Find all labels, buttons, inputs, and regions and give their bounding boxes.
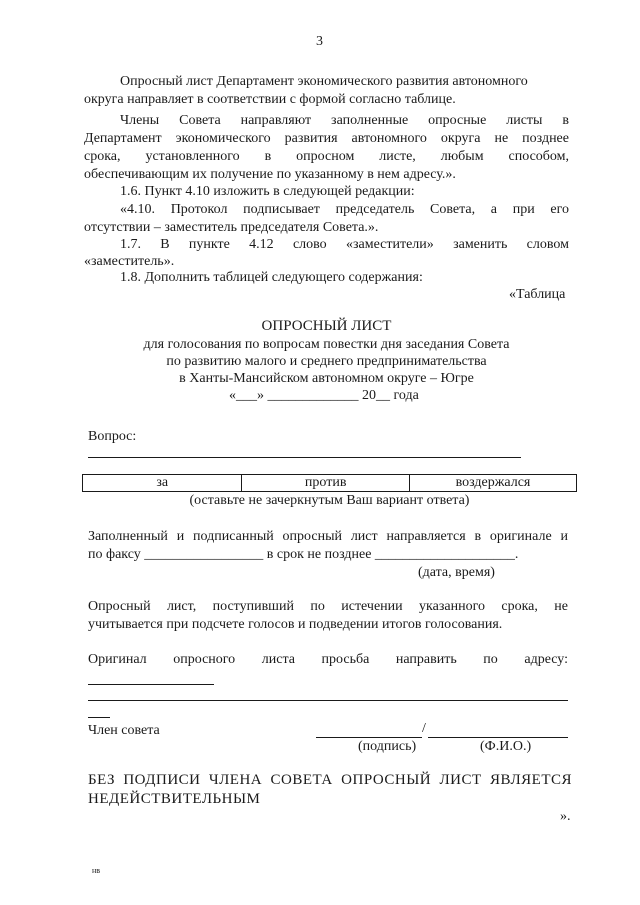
signature-slash: / [422,721,426,736]
member-label: Член совета [88,723,160,738]
paragraph-1-line-2: округа направляет в соответствии с формой согласно таблице. [84,92,456,107]
paragraph-4-line-1: «4.10. Протокол подписывает председатель Совета, а при его [120,202,569,217]
address-line-3 [88,717,110,718]
send-hint: (дата, время) [418,565,495,580]
original-address-line: Оригинал опросного листа просьба направить по адресу: [88,652,568,667]
closing-quote: ». [560,809,571,824]
paragraph-4-line-2: отсутствии – заместитель председателя Совета.». [84,220,379,235]
vote-hint: (оставьте не зачеркнутым Ваш вариант ответа) [189,493,470,508]
warning-line-2: НЕДЕЙСТВИТЕЛЬНЫМ [88,791,261,807]
vote-option-abstain[interactable]: воздержался [409,475,576,492]
vote-option-against[interactable]: против [242,475,410,492]
footer-mark: нв [92,866,101,875]
question-answer-line [88,457,521,458]
form-title: ОПРОСНЫЙ ЛИСТ [261,318,392,334]
paragraph-2-line-3: срока, установленного в опросном листе, любым способом, [84,149,569,164]
address-line-2 [88,700,568,701]
form-date-line: «___» _____________ 20__ года [229,388,419,403]
vote-option-for[interactable]: за [83,475,242,492]
paragraph-6: 1.8. Дополнить таблицей следующего содержания: [120,270,423,285]
page-number: 3 [316,34,323,49]
question-label: Вопрос: [88,429,137,444]
address-line-1 [88,684,214,685]
fio-hint: (Ф.И.О.) [480,739,532,754]
form-subtitle-line-1: для голосования по вопросам повестки дня заседания Совета [143,337,510,352]
paragraph-2-line-1: Члены Совета направляют заполненные опросные листы в [120,113,569,128]
vote-table [82,474,577,492]
form-subtitle-line-3: в Ханты-Мансийском автономном округе – Югре [179,371,474,386]
paragraph-5-line-2: «заместитель». [84,254,175,269]
table-label: «Таблица [509,287,566,302]
paragraph-3: 1.6. Пункт 4.10 изложить в следующей редакции: [120,184,415,199]
send-instruction-line-2: по факсу _________________ в срок не позднее ____________________. [88,547,519,562]
form-subtitle-line-2: по развитию малого и среднего предпринимательства [166,354,487,369]
send-instruction-line-1: Заполненный и подписанный опросный лист направляется в оригинале и [88,529,568,544]
paragraph-1-line-1: Опросный лист Департамент экономического развития автономного [120,74,528,89]
late-notice-line-1: Опросный лист, поступивший по истечении указанного срока, не [88,599,568,614]
late-notice-line-2: учитывается при подсчете голосов и подведении итогов голосования. [88,617,503,632]
signature-hint: (подпись) [358,739,417,754]
warning-line-1: БЕЗ ПОДПИСИ ЧЛЕНА СОВЕТА ОПРОСНЫЙ ЛИСТ ЯВЛЯЕТСЯ [88,772,572,788]
paragraph-2-line-4: обеспечивающим их получение по указанному в нем адресу.». [84,167,456,182]
paragraph-2-line-2: Департамент экономического развития автономного округа не позднее [84,131,569,146]
paragraph-5-line-1: 1.7. В пункте 4.12 слово «заместители» заменить словом [120,237,569,252]
